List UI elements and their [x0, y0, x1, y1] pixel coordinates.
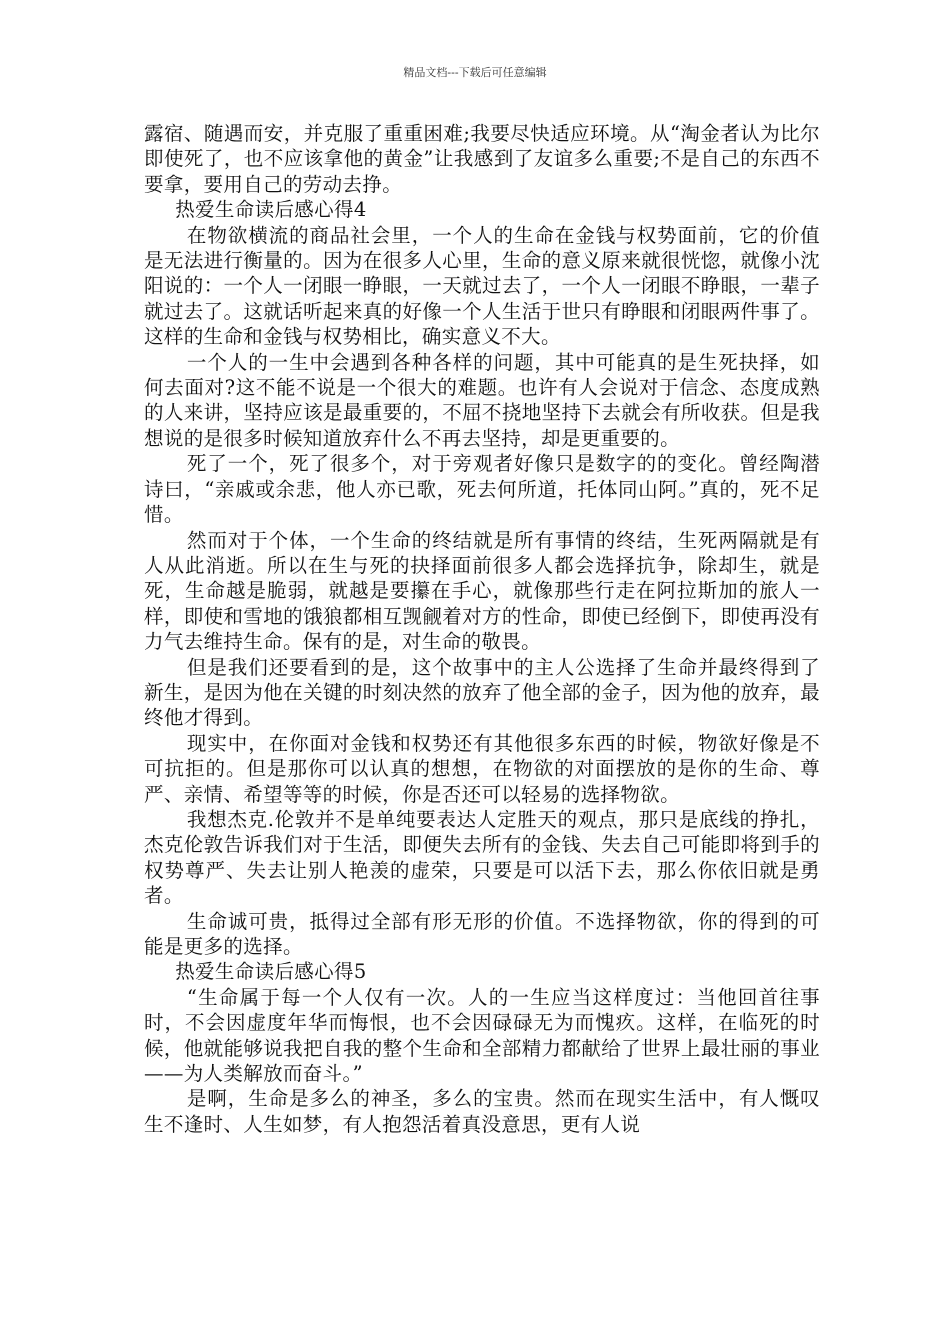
- document-body: [144, 121, 820, 1137]
- paragraph: 我想杰克.伦敦并不是单纯要表达人定胜天的观点，那只是底线的挣扎，杰克伦敦告诉我们对于生活，即便失去所有的金钱、失去自己可能即将到手的权势尊严、失去让别人艳羡的虚荣，只要是可以活下去，那么你依旧就是勇者。: [144, 807, 820, 908]
- paragraph: 然而对于个体，一个生命的终结就是所有事情的终结，生死两隔就是有人从此消逝。所以在生与死的抉择面前很多人都会选择抗争，除却生，就是死，生命越是脆弱，就越是要攥在手心，就像那些行走在阿拉斯加的旅人一样，即使和雪地的饿狼都相互觊觎着对方的性命，即使已经倒下，即使再没有力气去维持生命。保有的是，对生命的敬畏。: [144, 528, 820, 654]
- paragraph: 死了一个，死了很多个，对于旁观者好像只是数字的的变化。曾经陶潜诗曰，“亲戚或余悲，他人亦已歌，死去何所道，托体同山阿。”真的，死不足惜。: [144, 452, 820, 527]
- paragraph-continuation: 露宿、随遇而安，并克服了重重困难;我要尽快适应环境。从“淘金者认为比尔即使死了，也不应该拿他的黄金”让我感到了友谊多么重要;不是自己的东西不要拿，要用自己的劳动去挣。: [144, 122, 820, 196]
- paragraph: 生命诚可贵，抵得过全部有形无形的价值。不选择物欲，你的得到的可能是更多的选择。: [144, 909, 820, 958]
- paragraph: 现实中，在你面对金钱和权势还有其他很多东西的时候，物欲好像是不可抗拒的。但是那你可以认真的想想，在物欲的对面摆放的是你的生命、尊严、亲情、希望等等的时候，你是否还可以轻易的选择物欲。: [144, 731, 820, 806]
- paragraph: 但是我们还要看到的是，这个故事中的主人公选择了生命并最终得到了新生，是因为他在关键的时刻决然的放弃了他全部的金子，因为他的放弃，最终他才得到。: [144, 655, 820, 730]
- paragraph: 是啊，生命是多么的神圣，多么的宝贵。然而在现实生活中，有人慨叹生不逢时、人生如梦，有人抱怨活着真没意思，更有人说: [144, 1087, 820, 1136]
- paragraph-quote: “生命属于每一个人仅有一次。人的一生应当这样度过：当他回首往事时，不会因虚度年华而悔恨，也不会因碌碌无为而愧疚。这样，在临死的时候，他就能够说我把自我的整个生命和全部精力都献给了世界上最壮丽的事业——为人类解放而奋斗。”: [144, 985, 820, 1086]
- paragraph: 一个人的一生中会遇到各种各样的问题，其中可能真的是生死抉择，如何去面对?这不能不说是一个很大的难题。也许有人会说对于信念、态度成熟的人来讲，坚持应该是最重要的，不屈不挠地坚持下去就会有所收获。但是我想说的是很多时候知道放弃什么不再去坚持，却是更重要的。: [144, 350, 820, 450]
- section-heading-4: 热爱生命读后感心得4: [175, 198, 367, 222]
- section-heading-5: 热爱生命读后感心得5: [175, 960, 367, 984]
- paragraph: 在物欲横流的商品社会里，一个人的生命在金钱与权势面前，它的价值是无法进行衡量的。因为在很多人心里，生命的意义原来就很恍惚，就像小沈阳说的：一个人一闭眼一睁眼，一天就过去了，一个人一闭眼不睁眼，一辈子就过去了。这就话听起来真的好像一个人生活于世只有睁眼和闭眼两件事了。这样的生命和金钱与权势相比，确实意义不大。: [144, 223, 820, 349]
- page-header: 精品文档---下载后可任意编辑: [403, 66, 547, 79]
